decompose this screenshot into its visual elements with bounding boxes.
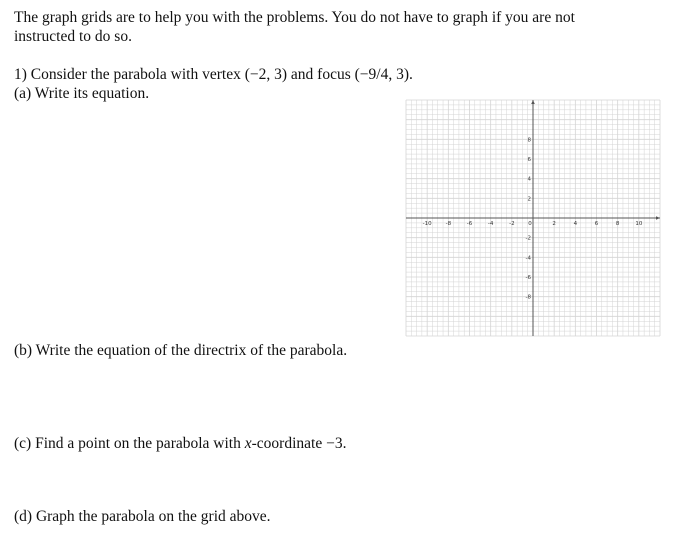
x-tick-label: 10	[635, 221, 643, 227]
x-coordinate-value: −3	[326, 435, 343, 452]
y-tick-label: -6	[525, 275, 531, 281]
x-tick-label: 0	[528, 221, 532, 227]
problem-1-statement	[14, 65, 413, 84]
y-axis-arrow-icon	[531, 100, 535, 104]
x-axis-arrow-icon	[656, 216, 660, 220]
x-tick-label: -4	[487, 221, 494, 227]
y-tick-label: 6	[527, 157, 531, 163]
problem-number: 1)	[14, 66, 31, 83]
x-tick-label: -2	[509, 221, 515, 227]
problem-text-part-1: Consider the parabola with vertex	[30, 66, 245, 83]
problem-text-part-3: .	[409, 66, 413, 83]
x-tick-label: -10	[422, 221, 432, 227]
y-tick-label: 4	[527, 176, 531, 183]
part-d-question: (d) Graph the parabola on the grid above.	[14, 508, 271, 525]
part-c-suffix: .	[342, 435, 347, 452]
x-tick-label: 6	[594, 221, 599, 227]
x-tick-label: 4	[573, 221, 578, 227]
x-tick-label: -8	[445, 221, 452, 227]
x-tick-label: 8	[615, 221, 620, 227]
part-c-prefix: (c) Find a point on the parabola with	[14, 435, 245, 452]
y-tick-label: -2	[525, 235, 531, 242]
y-tick-label: 2	[527, 196, 531, 203]
vertex-value: (−2, 3)	[244, 66, 288, 83]
x-tick-label: -6	[466, 221, 473, 227]
instructions-line-2: instructed to do so.	[14, 28, 132, 45]
part-c-question	[14, 434, 346, 453]
part-a-question: (a) Write its equation.	[14, 85, 150, 102]
coordinate-grid	[404, 98, 662, 338]
part-b-question: (b) Write the equation of the directrix of the parabola.	[14, 342, 348, 359]
y-tick-label: 8	[527, 137, 531, 144]
instructions-line-1: The graph grids are to help you with the problems. You do not have to graph if you are not	[14, 9, 575, 26]
instructions	[14, 8, 575, 46]
x-variable: x	[244, 435, 252, 452]
y-tick-label: -8	[525, 294, 531, 301]
x-tick-label: 2	[552, 221, 556, 227]
problem-text-part-2: and focus	[287, 66, 355, 83]
part-c-mid: -coordinate	[251, 435, 327, 452]
focus-value: (−9/4, 3)	[354, 66, 409, 83]
y-tick-label: -4	[525, 255, 531, 262]
